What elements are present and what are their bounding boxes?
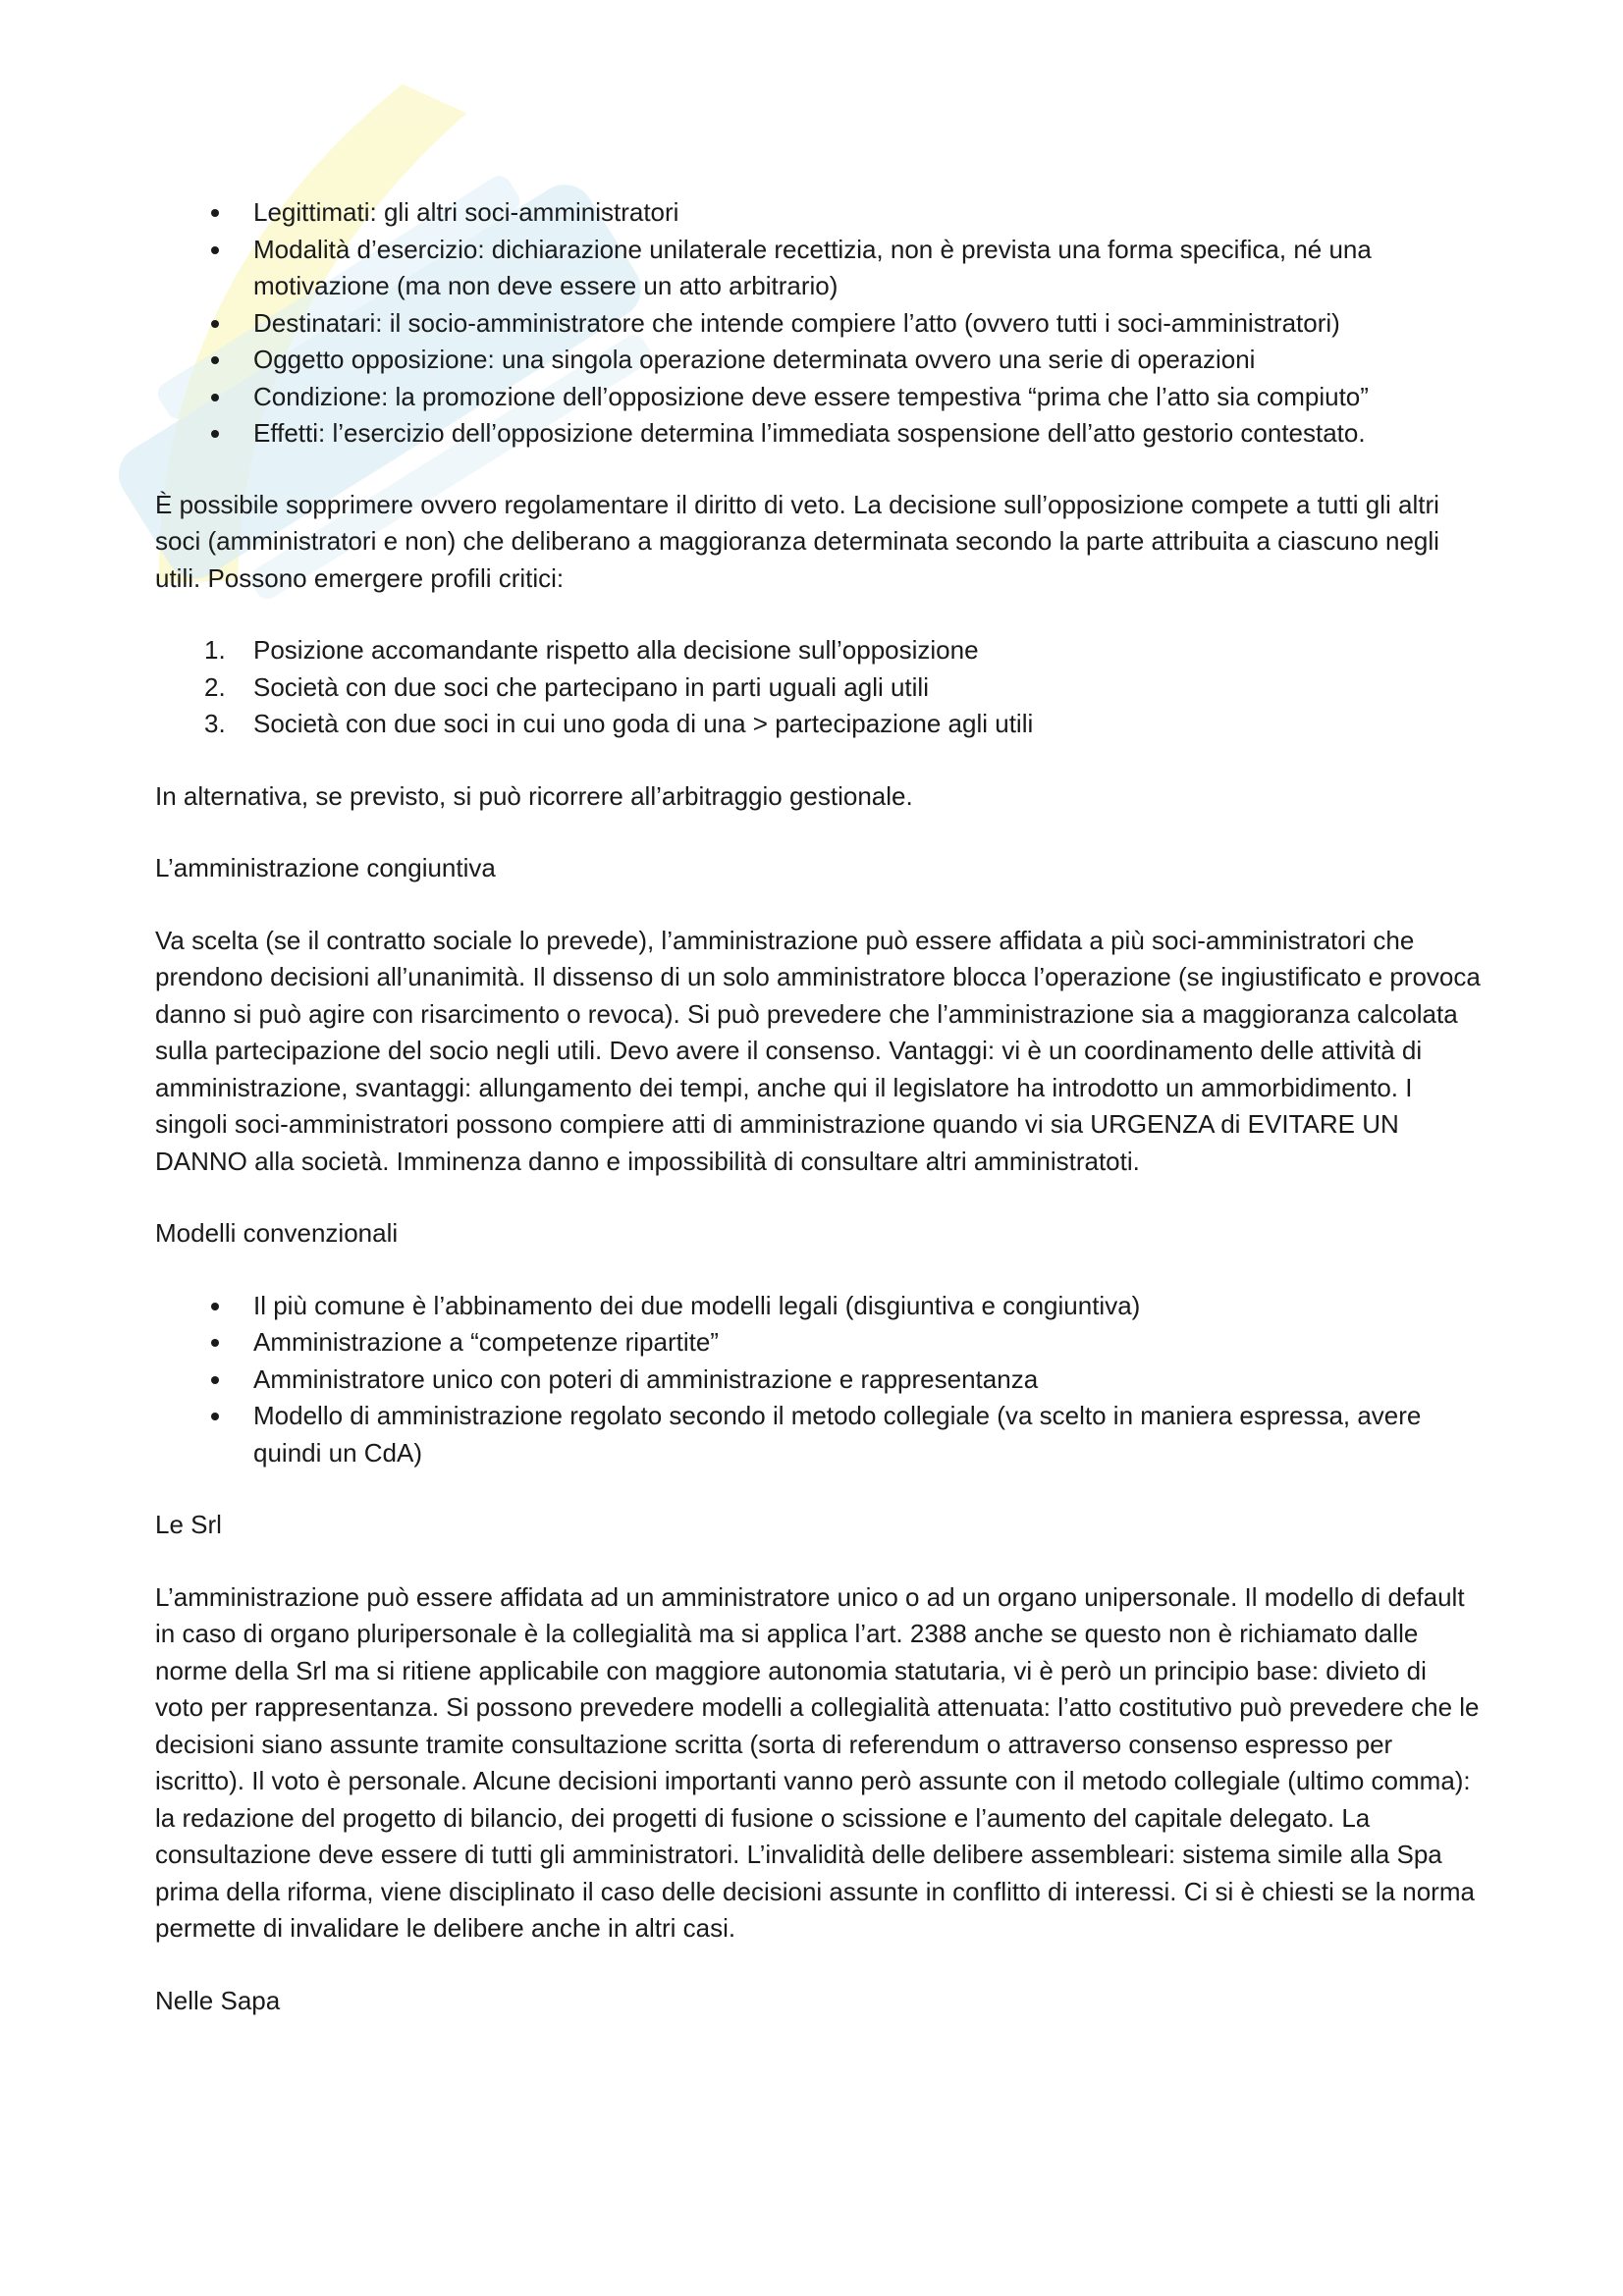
list-item: Destinatari: il socio-amministratore che intende compiere l’atto (ovvero tutti i soci-amministratori) (155, 305, 1481, 343)
list-item: Modalità d’esercizio: dichiarazione unilaterale recettizia, non è prevista una forma specifica, né una motivazione (ma non deve essere un atto arbitrario) (155, 232, 1481, 305)
list-item: Oggetto opposizione: una singola operazione determinata ovvero una serie di operazioni (155, 342, 1481, 379)
opposition-list (155, 194, 1481, 453)
section-heading-modelli: Modelli convenzionali (155, 1218, 399, 1248)
section-heading-srl: Le Srl (155, 1510, 222, 1539)
critical-profiles-list (155, 632, 1481, 743)
list-item: Amministratore unico con poteri di amministrazione e rappresentanza (155, 1362, 1481, 1399)
list-item: Amministrazione a “competenze ripartite” (155, 1324, 1481, 1362)
section-heading-sapa: Nelle Sapa (155, 1985, 281, 2015)
paragraph-arbitraggio: In alternativa, se previsto, si può ricorrere all’arbitraggio gestionale. (155, 780, 913, 811)
document-page (155, 194, 1481, 2019)
conventional-models-list (155, 1288, 1481, 1472)
list-item: Condizione: la promozione dell’opposizione deve essere tempestiva “prima che l’atto sia compiuto” (155, 379, 1481, 416)
list-item: 2. Società con due soci che partecipano in parti uguali agli utili (204, 671, 929, 702)
paragraph-veto: È possibile sopprimere ovvero regolamentare il diritto di veto. La decisione sull’opposizione compete a tutti gli altri soci (amministratori e non) che deliberano a maggioranza determinata secondo la parte attribuita a ciascuno negli utili. Possono emergere profili critici: (155, 489, 1439, 593)
list-item: Effetti: l’esercizio dell’opposizione determina l’immediata sospensione dell’atto gestorio contestato. (155, 415, 1481, 453)
section-heading-congiuntiva: L’amministrazione congiuntiva (155, 853, 496, 882)
list-item: Il più comune è l’abbinamento dei due modelli legali (disgiuntiva e congiuntiva) (155, 1288, 1481, 1325)
paragraph-congiuntiva: Va scelta (se il contratto sociale lo prevede), l’amministrazione può essere affidata a più soci-amministratori che prendono decisioni all’unanimità. Il dissenso di un solo amministratore blocca l’operazione (se ingiustificato e provoca danno si può agire con risarcimento o revoca). Si può prevedere che l’amministrazione sia a maggioranza calcolata sulla partecipazione del socio negli utili. Devo avere il consenso. Vantaggi: vi è un coordinamento delle attività di amministrazione, svantaggi: allungamento dei tempi, anche qui il legislatore ha introdotto un ammorbidimento. I singoli soci-amministratori possono compiere atti di amministrazione quando vi sia URGENZA di EVITARE UN DANNO alla società. Imminenza danno e impossibilità di consultare altri amministratoti. (155, 925, 1481, 1176)
list-item: Modello di amministrazione regolato secondo il metodo collegiale (va scelto in maniera espressa, avere quindi un CdA) (155, 1398, 1481, 1471)
paragraph-srl: L’amministrazione può essere affidata ad un amministratore unico o ad un organo unipersonale. Il modello di default in caso di organo pluripersonale è la collegialità ma si applica l’art. 2388 anche se questo non è richiamato dalle norme della Srl ma si ritiene applicabile con maggiore autonomia statutaria, vi è però un principio base: divieto di voto per rappresentanza. Si possono prevedere modelli a collegialità attenuata: l’atto costitutivo può prevedere che le decisioni siano assunte tramite consultazione scritta (sorta di referendum o attraverso consenso espresso per iscritto). Il voto è personale. Alcune decisioni importanti vanno però assunte con il metodo collegiale (ultimo comma): la redazione del progetto di bilancio, dei progetti di fusione o scissione e l’aumento del capitale delegato. La consultazione deve essere di tutti gli amministratori. L’invalidità delle delibere assembleari: sistema simile alla Spa prima della riforma, viene disciplinato il caso delle decisioni assunte in conflitto di interessi. Ci si è chiesti se la norma permette di invalidare le delibere anche in altri casi. (155, 1581, 1480, 1943)
list-item: Legittimati: gli altri soci-amministratori (155, 194, 1481, 232)
list-item: 1. Posizione accomandante rispetto alla decisione sull’opposizione (204, 635, 979, 665)
list-item: 3. Società con due soci in cui uno goda di una > partecipazione agli utili (204, 709, 1034, 738)
